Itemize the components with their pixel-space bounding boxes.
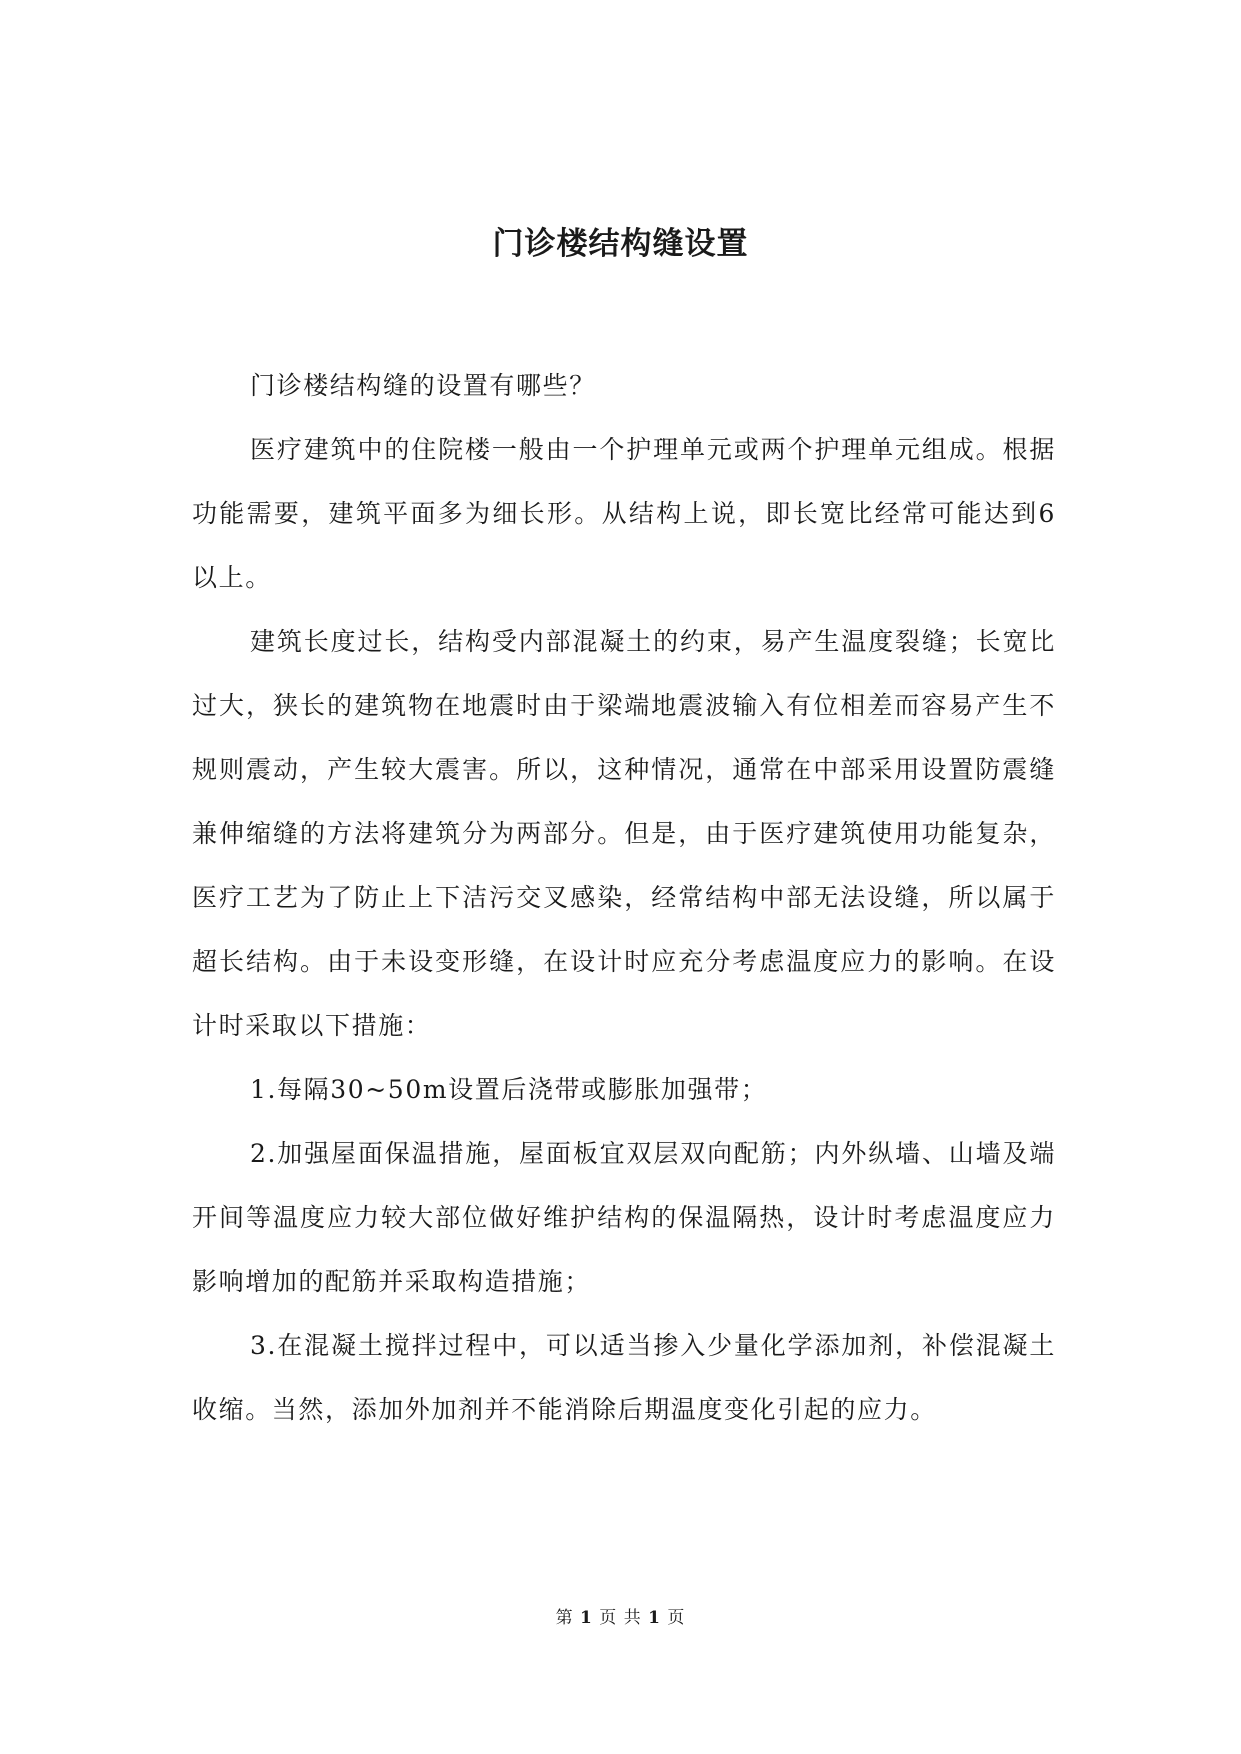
paragraph-measure-2: 2.加强屋面保温措施，屋面板宜双层双向配筋；内外纵墙、山墙及端开间等温度应力较大部位做好维护结构的保温隔热，设计时考虑温度应力影响增加的配筋并采取构造措施；: [192, 1139, 1056, 1296]
footer-total-pages: 1: [648, 1608, 661, 1628]
document-body: [192, 354, 1056, 1442]
paragraph-measure-3: 3.在混凝土搅拌过程中，可以适当掺入少量化学添加剂，补偿混凝土收缩。当然，添加外加剂并不能消除后期温度变化引起的应力。: [192, 1331, 1056, 1424]
footer-middle: 页 共: [599, 1608, 642, 1628]
page-footer: [0, 1606, 1241, 1630]
paragraph-analysis: 建筑长度过长，结构受内部混凝土的约束，易产生温度裂缝；长宽比过大，狭长的建筑物在地震时由于梁端地震波输入有位相差而容易产生不规则震动，产生较大震害。所以，这种情况，通常在中部采用设置防震缝兼伸缩缝的方法将建筑分为两部分。但是，由于医疗建筑使用功能复杂，医疗工艺为了防止上下洁污交叉感染，经常结构中部无法设缝，所以属于超长结构。由于未设变形缝，在设计时应充分考虑温度应力的影响。在设计时采取以下措施：: [192, 627, 1056, 1040]
document-title: 门诊楼结构缝设置: [492, 226, 749, 262]
paragraph-intro: 医疗建筑中的住院楼一般由一个护理单元或两个护理单元组成。根据功能需要，建筑平面多为细长形。从结构上说，即长宽比经常可能达到6以上。: [192, 435, 1056, 592]
paragraph-question: 门诊楼结构缝的设置有哪些？: [250, 371, 596, 400]
footer-suffix: 页: [667, 1608, 686, 1628]
footer-prefix: 第: [555, 1608, 574, 1628]
paragraph-measure-1: 1.每隔30~50m设置后浇带或膨胀加强带；: [250, 1075, 768, 1104]
footer-current-page: 1: [580, 1608, 593, 1628]
